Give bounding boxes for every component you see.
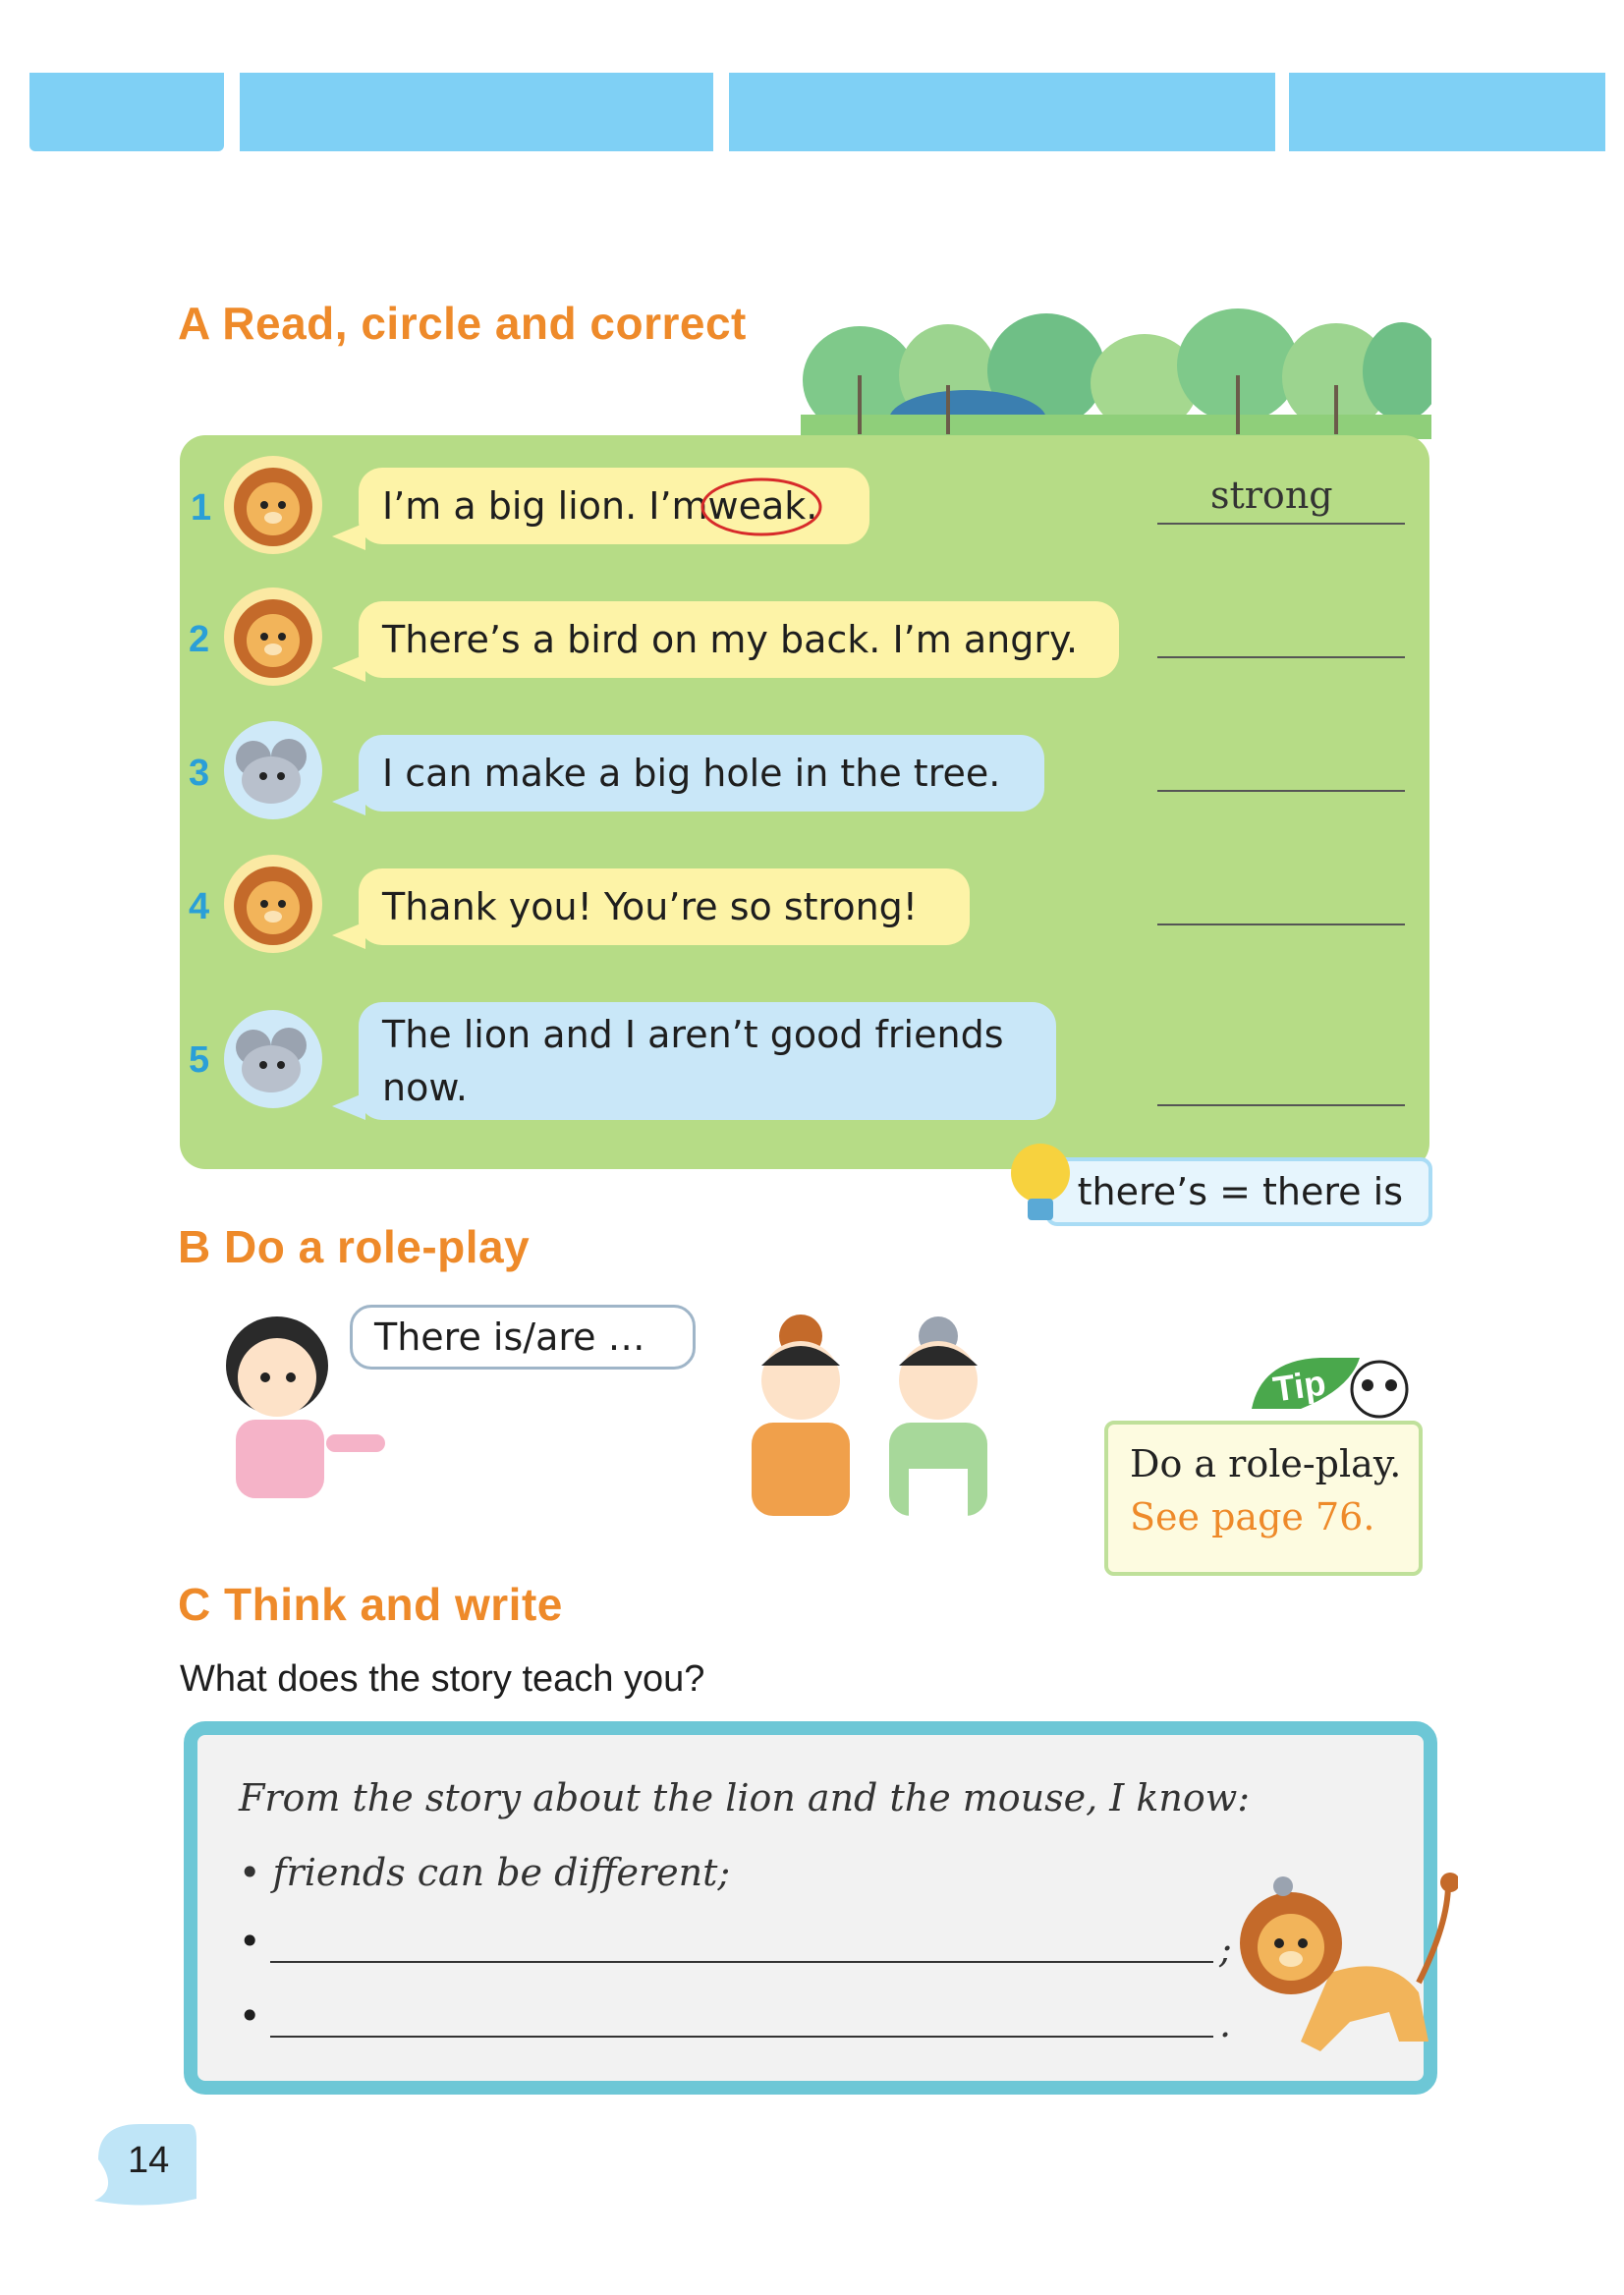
- banner-segment: [29, 73, 224, 151]
- speech-bubble-3: I can make a big hole in the tree.: [359, 735, 1044, 812]
- bubble-tail: [332, 1092, 365, 1120]
- bullet-1: • friends can be different;: [239, 1851, 731, 1894]
- speech-bubble-2: There’s a bird on my back. I’m angry.: [359, 601, 1119, 678]
- lion-icon: [224, 456, 322, 554]
- lightbulb-icon: [1006, 1138, 1075, 1236]
- circled-word: weak: [708, 479, 807, 532]
- bullet-dot: •: [239, 1994, 261, 2038]
- tip-panel: [1104, 1421, 1423, 1576]
- answer-text-1: strong: [1210, 474, 1333, 517]
- mouse-icon: [224, 1010, 322, 1108]
- speech-bubble-5: [359, 1002, 1056, 1120]
- banner-segment: [240, 73, 713, 151]
- lion-avatar: [224, 855, 322, 953]
- banner-segment: [1289, 73, 1605, 151]
- role-play-speech-bubble: [350, 1305, 696, 1370]
- item-number: 1: [191, 487, 212, 529]
- section-c-title: C Think and write: [178, 1579, 563, 1630]
- bubble-tail: [332, 788, 365, 815]
- answer-line-1[interactable]: [1157, 523, 1405, 525]
- answer-line-3[interactable]: [1157, 790, 1405, 792]
- lion-mouse-illustration: [1222, 1865, 1458, 2071]
- speech-bubble-1: [359, 468, 869, 544]
- write-line-2[interactable]: [270, 2036, 1213, 2038]
- mouse-avatar: [224, 1010, 322, 1108]
- bubble-tail: [332, 654, 365, 682]
- answer-line-2[interactable]: [1157, 656, 1405, 658]
- bullet-3-end: .: [1219, 2002, 1232, 2045]
- page-number: 14: [128, 2140, 170, 2181]
- bubble-tail: [332, 922, 365, 949]
- bubble-text: now.: [382, 1066, 469, 1109]
- item-number: 5: [189, 1039, 210, 1081]
- mouse-icon: [224, 721, 322, 819]
- banner-segment: [729, 73, 1275, 151]
- speech-text: There is/are …: [374, 1315, 645, 1359]
- bubble-text: .: [806, 484, 818, 528]
- item-number: 4: [189, 886, 210, 927]
- lion-icon: [224, 855, 322, 953]
- tip-line-2[interactable]: See page 76.: [1130, 1495, 1375, 1539]
- answer-line-4[interactable]: [1157, 924, 1405, 925]
- section-a-title: A Read, circle and correct: [178, 298, 747, 349]
- bullet-2-end: ;: [1219, 1928, 1232, 1971]
- question-text: What does the story teach you?: [180, 1658, 705, 1700]
- grammar-tip-text: there’s = there is: [1077, 1170, 1403, 1213]
- tip-line-1: Do a role-play.: [1130, 1442, 1402, 1485]
- section-b-title: B Do a role-play: [178, 1221, 531, 1272]
- bubble-tail: [332, 523, 365, 550]
- lion-icon: [224, 588, 322, 686]
- item-number: 2: [189, 619, 210, 660]
- bubble-text: The lion and I aren’t good friends: [382, 1013, 1004, 1056]
- tip-label: Tip: [1270, 1362, 1328, 1410]
- lion-avatar: [224, 588, 322, 686]
- speech-bubble-4: Thank you! You’re so strong!: [359, 868, 970, 945]
- bubble-text: I’m a big lion. I’m: [382, 484, 708, 528]
- write-line-1[interactable]: [270, 1961, 1213, 1963]
- intro-text: From the story about the lion and the mouse, I know:: [239, 1776, 1251, 1819]
- answer-line-5[interactable]: [1157, 1104, 1405, 1106]
- item-number: 3: [189, 753, 210, 794]
- red-circle-mark: [700, 476, 828, 538]
- bullet-dot: •: [239, 1920, 261, 1963]
- boys-illustration: [727, 1297, 1022, 1523]
- tip-badge: [1242, 1350, 1438, 1428]
- forest-illustration: [801, 307, 1431, 439]
- mouse-avatar: [224, 721, 322, 819]
- lion-avatar: [224, 456, 322, 554]
- grammar-tip-box: [1045, 1157, 1432, 1226]
